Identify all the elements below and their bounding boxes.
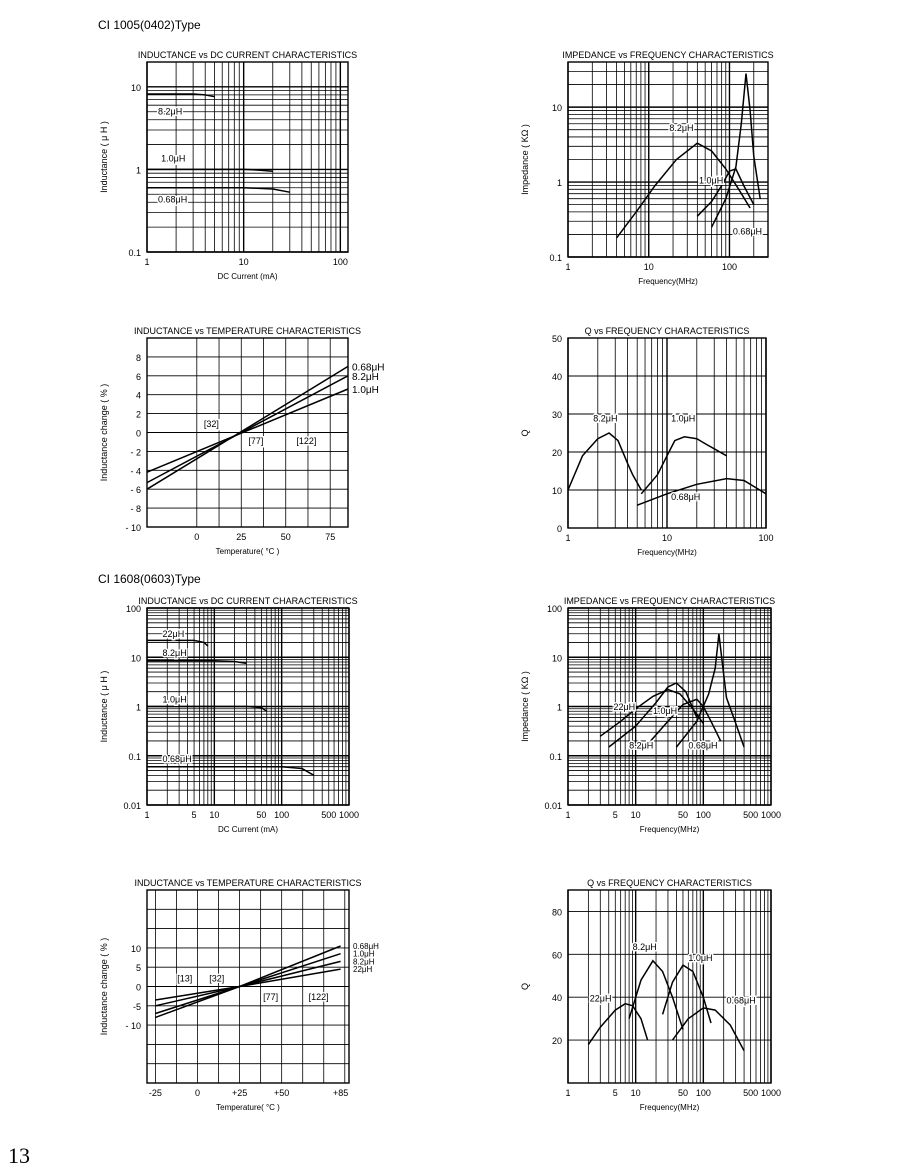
- y-tick-label: 10: [551, 486, 562, 496]
- annotation-label: 1.0μH: [699, 175, 724, 186]
- x-tick-label: 10: [630, 1088, 641, 1098]
- x-axis-label: Frequency(MHz): [639, 825, 700, 834]
- x-tick-label: 5: [612, 1088, 618, 1098]
- y-axis-label: Impedance ( KΩ ): [520, 671, 530, 742]
- y-tick-label: 100: [125, 604, 141, 614]
- y-axis-label: Inductance change ( % ): [99, 383, 109, 482]
- annotation-label: [122]: [296, 435, 317, 446]
- x-tick-label: 1: [144, 810, 150, 820]
- x-axis-label: DC Current (mA): [217, 272, 278, 281]
- x-tick-label: 500: [743, 1088, 759, 1098]
- series-name-label: 0.68μH: [352, 362, 385, 374]
- chart-title: IMPEDANCE vs FREQUENCY CHARACTERISTICS: [563, 596, 776, 606]
- series-line-22-h: [588, 1004, 647, 1045]
- chart-title: Q vs FREQUENCY CHARACTERISTICS: [584, 326, 750, 336]
- y-tick-label: 20: [551, 1036, 562, 1047]
- annotation-label: 0.68μH: [732, 226, 763, 237]
- annotation-label: 22μH: [589, 993, 612, 1004]
- x-axis-label: Frequency(MHz): [637, 548, 697, 557]
- y-tick-label: 60: [551, 950, 562, 961]
- annotation-label: 1.0μH: [688, 952, 713, 963]
- plot-frame: [568, 890, 771, 1083]
- chart-title: INDUCTANCE vs TEMPERATURE CHARACTERISTICS: [134, 878, 362, 888]
- series-name-label: 22μH: [353, 965, 373, 975]
- y-tick-label: 0: [135, 982, 141, 993]
- section-title-ci1005: CI 1005(0402)Type: [98, 18, 201, 32]
- y-tick-label: 0.01: [123, 801, 141, 811]
- annotation-label: 1.0μH: [671, 413, 696, 424]
- annotation-label: [77]: [248, 435, 264, 446]
- x-tick-label: 1000: [760, 1088, 782, 1098]
- y-axis-label: Impedance ( KΩ ): [520, 124, 530, 195]
- chart-title: Q vs FREQUENCY CHARACTERISTICS: [587, 878, 752, 888]
- annotation-label: 8.2μH: [162, 648, 187, 659]
- y-tick-label: 6: [135, 371, 141, 382]
- y-tick-label: 0.1: [128, 248, 141, 258]
- x-tick-label: 10: [643, 262, 654, 272]
- y-tick-label: - 8: [130, 504, 141, 515]
- annotation-label: 8.2μH: [158, 106, 183, 117]
- y-tick-label: - 6: [130, 485, 141, 496]
- y-tick-label: 0: [135, 428, 141, 439]
- x-tick-label: -25: [148, 1088, 162, 1098]
- chart-title: INDUCTANCE vs DC CURRENT CHARACTERISTICS: [138, 596, 358, 606]
- y-tick-label: - 10: [125, 1021, 141, 1032]
- annotation-label: 8.2μH: [669, 123, 694, 134]
- x-tick-label: 75: [325, 532, 336, 542]
- annotation-label: [32]: [209, 973, 225, 984]
- y-tick-label: 40: [551, 372, 562, 382]
- x-tick-label: 500: [321, 810, 337, 820]
- y-tick-label: 80: [551, 907, 562, 918]
- annotation-label: 8.2μH: [593, 413, 618, 424]
- x-tick-label: 500: [743, 810, 759, 820]
- x-axis-label: DC Current (mA): [217, 825, 279, 834]
- series-name-label: 0.68μH: [353, 941, 379, 951]
- annotation-label: 1.0μH: [162, 694, 187, 705]
- y-tick-label: 20: [551, 448, 562, 458]
- section-title-ci1608: CI 1608(0603)Type: [98, 572, 201, 586]
- annotation-label: 22μH: [613, 701, 636, 712]
- x-axis-label: Frequency(MHz): [639, 1103, 700, 1112]
- annotation-label: 1.0μH: [652, 706, 678, 717]
- x-tick-label: 100: [332, 257, 348, 267]
- x-tick-label: 1: [565, 1088, 571, 1098]
- annotation-label: 0.68μH: [688, 740, 718, 751]
- x-tick-label: 5: [191, 810, 197, 820]
- x-tick-label: +25: [231, 1088, 248, 1098]
- x-tick-label: 1: [565, 533, 571, 543]
- y-axis-label: Q: [520, 429, 530, 437]
- chart-title: INDUCTANCE vs DC CURRENT CHARACTERISTICS: [137, 50, 358, 60]
- annotation-label: 22μH: [162, 628, 185, 639]
- x-tick-label: 100: [695, 810, 711, 820]
- y-tick-label: 50: [551, 334, 562, 344]
- y-tick-label: 0: [556, 524, 562, 534]
- annotation-label: [122]: [308, 992, 329, 1003]
- x-tick-label: 10: [661, 533, 673, 543]
- y-axis-label: Inductance ( μ H ): [99, 670, 109, 743]
- y-tick-label: 10: [551, 653, 562, 664]
- x-tick-label: 0: [194, 1088, 201, 1098]
- y-tick-label: 1: [556, 702, 562, 713]
- series-name-label: 8.2μH: [353, 957, 375, 967]
- chart-title: INDUCTANCE vs TEMPERATURE CHARACTERISTICS: [133, 326, 362, 336]
- x-tick-label: 10: [238, 257, 249, 267]
- x-tick-label: 1000: [338, 810, 360, 820]
- page-number: 13: [8, 1143, 30, 1168]
- x-tick-label: 100: [274, 810, 290, 820]
- y-tick-label: - 4: [130, 466, 141, 477]
- plot-group: [520, 878, 781, 1112]
- y-tick-label: 10: [130, 653, 141, 664]
- series-name-label: 1.0μH: [352, 385, 379, 397]
- chart-title: IMPEDANCE vs FREQUENCY CHARACTERISTICS: [562, 50, 774, 60]
- annotation-label: 8.2μH: [629, 740, 654, 751]
- y-tick-label: 1: [135, 702, 141, 713]
- x-tick-label: 10: [630, 810, 641, 820]
- annotation-label: [77]: [263, 992, 279, 1003]
- x-tick-label: 1: [565, 810, 571, 820]
- y-tick-label: 0.1: [128, 751, 141, 762]
- annotation-label: 0.68μH: [158, 194, 188, 205]
- y-tick-label: - 2: [130, 447, 141, 458]
- y-tick-label: 2: [135, 409, 141, 420]
- y-axis-label: Inductance change ( % ): [99, 937, 109, 1036]
- y-tick-label: 100: [546, 604, 562, 614]
- x-tick-label: 50: [677, 1088, 688, 1098]
- x-tick-label: 100: [721, 262, 737, 272]
- x-tick-label: 50: [677, 810, 688, 820]
- x-tick-label: 1: [144, 257, 150, 267]
- y-tick-label: 10: [551, 103, 562, 114]
- y-tick-label: 0.1: [549, 751, 562, 762]
- x-tick-label: 50: [280, 532, 291, 542]
- y-tick-label: -5: [132, 1001, 141, 1012]
- x-tick-label: 5: [612, 810, 618, 820]
- y-tick-label: 30: [551, 410, 562, 420]
- annotation-label: [13]: [177, 973, 193, 984]
- annotation-label: 1.0μH: [161, 153, 186, 164]
- y-tick-label: 10: [130, 82, 141, 93]
- y-tick-label: 10: [130, 943, 141, 954]
- annotation-label: 8.2μH: [632, 942, 657, 953]
- series-name-label: 8.2μH: [352, 371, 379, 383]
- x-tick-label: 10: [209, 810, 220, 820]
- series-name-label: 1.0μH: [353, 949, 375, 959]
- x-tick-label: 1: [565, 262, 571, 272]
- x-tick-label: 0: [194, 532, 200, 542]
- y-tick-label: 1: [135, 165, 141, 176]
- x-tick-label: +85: [332, 1088, 349, 1098]
- x-axis-label: Temperature( °C ): [216, 1103, 280, 1112]
- y-tick-label: 0.1: [549, 253, 562, 263]
- y-tick-label: 5: [135, 963, 141, 974]
- y-tick-label: 40: [551, 993, 562, 1004]
- y-tick-label: 8: [135, 352, 141, 363]
- annotation-label: [32]: [203, 418, 219, 429]
- y-axis-label: Inductance ( μ H ): [99, 121, 109, 193]
- x-tick-label: 1000: [760, 810, 782, 820]
- x-axis-label: Frequency(MHz): [638, 277, 698, 286]
- y-tick-label: 4: [135, 390, 141, 401]
- x-axis-label: Temperature( °C ): [215, 547, 280, 556]
- annotation-label: 0.68μH: [726, 995, 756, 1006]
- x-tick-label: 50: [256, 810, 267, 820]
- x-tick-label: +50: [274, 1088, 290, 1098]
- annotation-label: 0.68μH: [671, 491, 701, 502]
- y-tick-label: 0.01: [544, 801, 562, 811]
- x-tick-label: 100: [695, 1088, 711, 1098]
- y-tick-label: - 10: [125, 523, 141, 533]
- x-tick-label: 25: [236, 532, 247, 542]
- y-axis-label: Q: [520, 982, 530, 991]
- annotation-label: 0.68μH: [162, 753, 192, 764]
- y-tick-label: 1: [556, 178, 562, 189]
- x-tick-label: 100: [758, 533, 774, 543]
